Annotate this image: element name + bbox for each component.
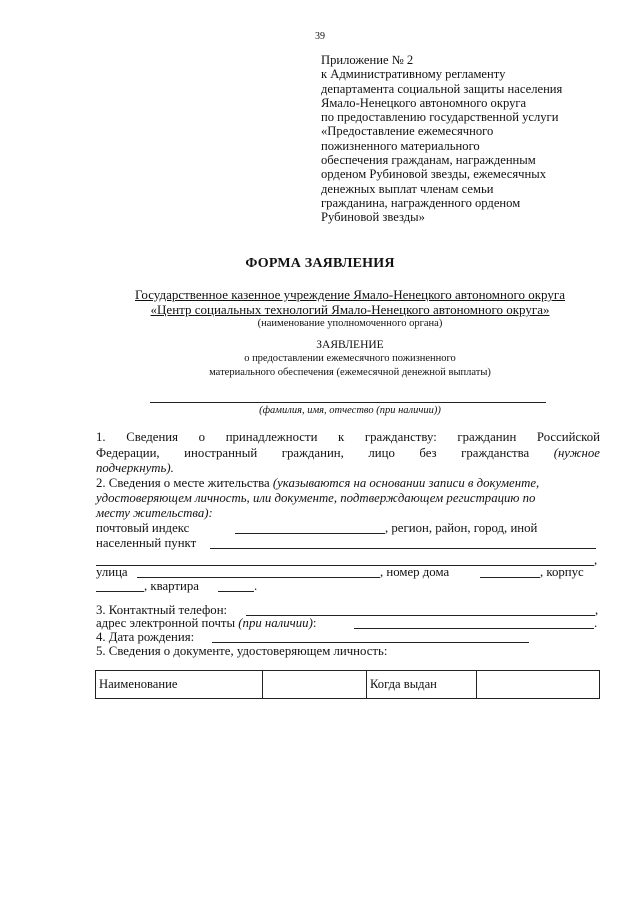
section-1-word: к [338,430,345,444]
section-1-word: принадлежности [225,430,318,444]
section-2-line-1 [96,476,539,491]
postal-label: почтовый индекс [96,521,190,535]
section-1-word: Российской [536,430,600,444]
settlement-label: населенный пункт [96,536,197,550]
appendix-line: Ямало-Ненецкого автономного округа [321,95,527,110]
apartment-input-line[interactable] [218,591,254,592]
section-1-word: лицо [368,446,395,460]
street-label: улица [96,565,128,579]
appendix-line: по предоставлению государственной услуги [321,110,559,125]
phone-comma: , [595,603,599,617]
id-document-table [95,670,600,699]
settlement-input-line[interactable] [210,548,596,549]
section-1-line-1 [96,430,600,445]
email-label-colon: : [312,616,317,630]
section-1-number: 1. [96,430,106,444]
section-1-word: гражданства [461,446,530,460]
section-1-word: гражданин, [281,446,344,460]
section-1-word: (нужное [553,446,600,460]
table-cell: Когда выдан [367,671,477,699]
section-1-word: Федерации, [96,446,160,460]
section-1-word: о [198,430,206,444]
appendix-line: Рубиновой звезды» [321,210,425,225]
birth-date-label: 4. Дата рождения: [96,630,195,644]
section-2-lead: 2. Сведения о месте жительства [96,476,273,490]
appendix-line: Приложение № 2 [321,53,414,67]
phone-label: 3. Контактный телефон: [96,603,228,617]
table-cell: Наименование [96,671,263,699]
apartment-label: , квартира [144,579,199,593]
section-1-word: гражданству: [364,430,437,444]
section-1-word: гражданин [457,430,517,444]
table-cell-input[interactable] [477,671,600,699]
appendix-line: гражданина, награжденного орденом [321,195,521,210]
postal-input-line[interactable] [235,533,385,534]
org-caption: (наименование уполномоченного органа) [257,318,443,329]
section-1-line-2 [96,446,600,461]
appendix-line: к Административному регламенту [321,67,506,82]
address-comma: , [594,553,598,567]
region-label [385,521,600,536]
street-input-line[interactable] [137,577,380,578]
korpus-label: , корпус [540,565,584,579]
section-1-word: иностранный [184,446,258,460]
email-label-note: (при наличии) [238,616,313,630]
section-1-word: без [419,446,437,460]
appendix-line: пожизненного материального [321,138,480,153]
page-number: 39 [315,31,325,42]
email-label-text: адрес электронной почты [96,616,239,630]
org-name-line2: «Центр социальных технологий Ямало-Ненецкого автономного округа» [150,302,550,317]
house-input-line[interactable] [480,577,540,578]
section-2-note-2: удостоверяющем личность, или документе, подтверждающем регистрацию по [96,491,536,505]
birth-date-input-line[interactable] [212,642,529,643]
section-2-note-3: месту жительства): [96,506,213,520]
region-label-text: , регион, район, город, иной [385,521,538,535]
appendix-line: орденом Рубиновой звезды, ежемесячных [321,167,547,182]
appendix-block [321,53,621,225]
email-input-line[interactable] [354,628,594,629]
appendix-line: «Предоставление ежемесячного [321,124,494,139]
email-dot: . [594,616,598,630]
org-name-line1: Государственное казенное учреждение Ямало-Ненецкого автономного округа [135,287,565,302]
statement-title: ЗАЯВЛЕНИЕ [316,339,384,351]
statement-subtitle-1: о предоставлении ежемесячного пожизненного [244,353,456,364]
table-cell-input[interactable] [263,671,367,699]
fio-caption: (фамилия, имя, отчество (при наличии)) [259,405,441,416]
table-row [96,671,600,699]
email-label [96,616,316,631]
appendix-line: департамента социальной защиты населения [321,81,563,96]
house-label: , номер дома [380,565,450,579]
address-continuation-line[interactable] [96,565,594,566]
fio-input-line[interactable] [150,402,546,403]
section-2-note: (указываются на основании записи в документе, [272,476,540,490]
korpus-input-line[interactable] [96,591,144,592]
section-1-word: Сведения [126,430,179,444]
section-1-line-3: подчеркнуть). [96,461,174,475]
appendix-line: денежных выплат членам семьи [321,181,494,196]
apartment-dot: . [254,579,258,593]
document-info-label: 5. Сведения о документе, удостоверяющем личность: [96,644,388,658]
form-title: ФОРМА ЗАЯВЛЕНИЯ [245,256,395,271]
statement-subtitle-2: материального обеспечения (ежемесячной денежной выплаты) [209,367,491,378]
appendix-line: обеспечения гражданам, награжденным [321,153,536,168]
